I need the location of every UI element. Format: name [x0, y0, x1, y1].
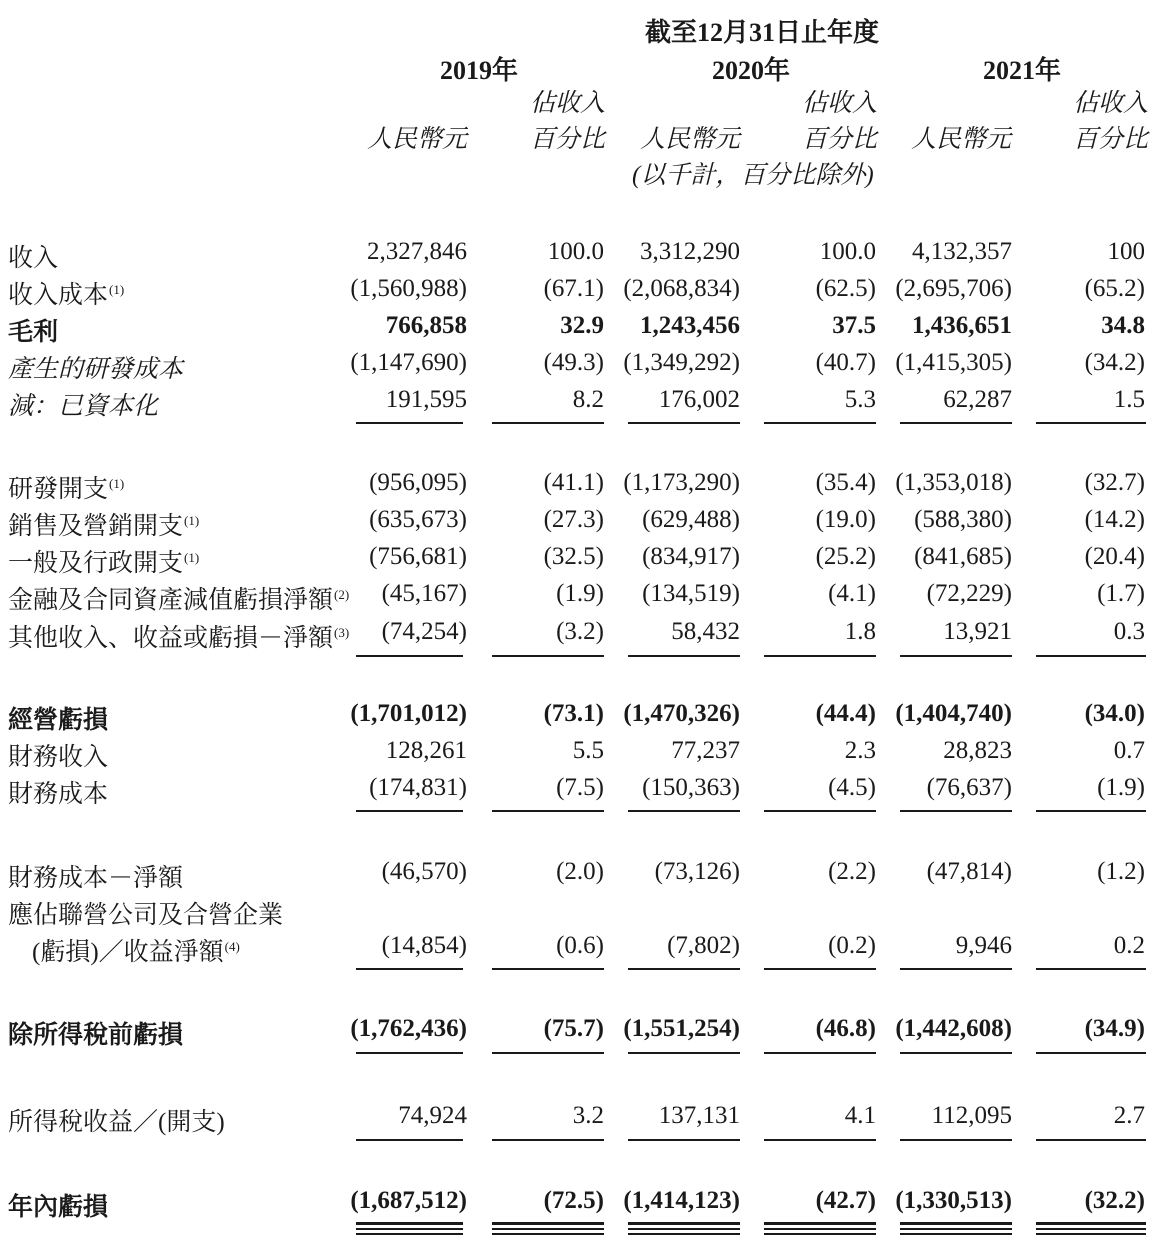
cell-pct-2021: (65.2)	[1084, 275, 1145, 302]
rmb-label-2020: 人民幣元	[640, 126, 741, 153]
cell-pct-2020: (40.7)	[815, 349, 876, 376]
cell-pct-2021: (1.2)	[1097, 858, 1145, 885]
underline	[1036, 810, 1146, 812]
cell-pct-2019: 3.2	[572, 1102, 604, 1129]
row-label	[8, 349, 183, 385]
cell-pct-2019: (75.7)	[543, 1015, 604, 1042]
row-label-text: 減：已資本化	[8, 393, 159, 420]
double-underline	[492, 1233, 604, 1235]
underline	[356, 968, 463, 970]
cell-rmb-2020: (73,126)	[654, 858, 740, 885]
cell-rmb-2019: 74,924	[398, 1102, 467, 1129]
underline	[628, 655, 740, 657]
cell-rmb-2020: (1,173,290)	[623, 469, 740, 496]
cell-pct-2019: 5.5	[572, 737, 604, 764]
cell-pct-2019: (41.1)	[543, 469, 604, 496]
cell-pct-2020: (2.2)	[828, 858, 876, 885]
cell-rmb-2021: 13,921	[943, 618, 1012, 645]
cell-pct-2021: 34.8	[1101, 312, 1145, 339]
pct-label-2019-line1: 佔收入	[530, 90, 606, 117]
cell-rmb-2019: (1,687,512)	[350, 1187, 467, 1214]
cell-rmb-2019: 766,858	[385, 312, 467, 339]
double-underline	[764, 1228, 876, 1230]
cell-pct-2019: (73.1)	[543, 700, 604, 727]
double-underline	[900, 1222, 1012, 1225]
cell-rmb-2021: (1,442,608)	[895, 1015, 1012, 1042]
cell-rmb-2020: 1,243,456	[640, 312, 740, 339]
cell-pct-2021: (14.2)	[1084, 506, 1145, 533]
underline	[764, 810, 876, 812]
cell-rmb-2019: (46,570)	[381, 858, 467, 885]
pct-label-2020-line1: 佔收入	[802, 90, 878, 117]
cell-pct-2021: 0.3	[1113, 618, 1145, 645]
row-label-text: 所得稅收益／(開支)	[8, 1109, 225, 1136]
cell-rmb-2019: 191,595	[385, 386, 467, 413]
cell-rmb-2020: (629,488)	[642, 506, 740, 533]
cell-pct-2021: (34.9)	[1084, 1015, 1145, 1042]
cell-pct-2020: (4.1)	[828, 580, 876, 607]
cell-rmb-2021: (76,637)	[926, 774, 1012, 801]
cell-pct-2021: 0.7	[1113, 737, 1145, 764]
cell-rmb-2020: (7,802)	[667, 932, 740, 959]
cell-pct-2019: (32.5)	[543, 543, 604, 570]
row-label-text: 銷售及營銷開支	[8, 513, 184, 540]
cell-pct-2021: (34.0)	[1084, 700, 1145, 727]
underline	[356, 1052, 463, 1054]
cell-pct-2019: 8.2	[572, 386, 604, 413]
cell-pct-2019: 100.0	[547, 238, 604, 265]
footnote-ref: (1)	[109, 476, 125, 491]
cell-rmb-2021: (1,404,740)	[895, 700, 1012, 727]
cell-rmb-2020: 137,131	[658, 1102, 740, 1129]
unit-note: (以千計，百分比除外)	[632, 162, 874, 189]
cell-pct-2019: (1.9)	[556, 580, 604, 607]
cell-pct-2019: (0.6)	[556, 932, 604, 959]
underline	[492, 422, 604, 424]
row-label	[8, 580, 349, 616]
underline	[764, 655, 876, 657]
year-2021: 2021年	[983, 56, 1062, 85]
row-label-text: 金融及合同資產減值虧損淨額	[8, 587, 334, 614]
rmb-label-2021: 人民幣元	[911, 126, 1012, 153]
cell-rmb-2021: (72,229)	[926, 580, 1012, 607]
double-underline	[356, 1222, 463, 1225]
cell-rmb-2019: (1,560,988)	[350, 275, 467, 302]
cell-pct-2021: (20.4)	[1084, 543, 1145, 570]
underline	[1036, 1052, 1146, 1054]
underline	[356, 810, 463, 812]
row-label-text: 年內虧損	[8, 1194, 109, 1221]
cell-rmb-2020: (150,363)	[642, 774, 740, 801]
row-label-text: (虧損)／收益淨額	[32, 939, 224, 966]
cell-rmb-2019: 2,327,846	[367, 238, 467, 265]
cell-rmb-2019: (756,681)	[369, 543, 467, 570]
row-label	[8, 774, 108, 810]
underline	[628, 1139, 740, 1141]
cell-rmb-2021: (1,353,018)	[895, 469, 1012, 496]
cell-pct-2021: 100	[1107, 238, 1145, 265]
pct-label-2019-line2: 百分比	[530, 126, 606, 153]
pct-label-2021-line1: 佔收入	[1073, 90, 1149, 117]
underline	[764, 422, 876, 424]
double-underline	[1036, 1222, 1146, 1225]
cell-pct-2019: (3.2)	[556, 618, 604, 645]
underline	[628, 810, 740, 812]
cell-rmb-2019: (956,095)	[369, 469, 467, 496]
row-label-text: 其他收入、收益或虧損－淨額	[8, 625, 334, 652]
underline	[900, 422, 1012, 424]
row-label	[8, 543, 199, 579]
cell-pct-2020: 1.8	[844, 618, 876, 645]
underline	[1036, 422, 1146, 424]
double-underline	[1036, 1233, 1146, 1235]
row-label-text: 財務收入	[8, 744, 109, 771]
underline	[1036, 1139, 1146, 1141]
double-underline	[628, 1222, 740, 1225]
row-label	[8, 386, 158, 422]
cell-pct-2020: (35.4)	[815, 469, 876, 496]
cell-pct-2019: (7.5)	[556, 774, 604, 801]
row-label	[8, 238, 58, 274]
row-label-text: 經營虧損	[8, 707, 109, 734]
row-label	[8, 1187, 108, 1223]
underline	[628, 968, 740, 970]
cell-rmb-2021: (841,685)	[914, 543, 1012, 570]
row-label-text: 應佔聯營公司及合營企業	[8, 902, 284, 929]
cell-pct-2021: (32.7)	[1084, 469, 1145, 496]
underline	[356, 1139, 463, 1141]
footnote-ref: (2)	[334, 587, 350, 602]
cell-rmb-2021: (47,814)	[926, 858, 1012, 885]
double-underline	[900, 1228, 1012, 1230]
period-heading: 截至12月31日止年度	[645, 18, 880, 47]
cell-rmb-2019: (1,147,690)	[350, 349, 467, 376]
cell-rmb-2020: (1,414,123)	[623, 1187, 740, 1214]
row-label-text: 毛利	[8, 319, 59, 346]
cell-pct-2020: (46.8)	[815, 1015, 876, 1042]
underline	[628, 1052, 740, 1054]
row-label	[8, 700, 108, 736]
row-label	[8, 275, 124, 311]
underline	[492, 810, 604, 812]
row-label	[8, 618, 349, 654]
cell-rmb-2021: 62,287	[943, 386, 1012, 413]
cell-pct-2021: 1.5	[1113, 386, 1145, 413]
row-label-text: 產生的研發成本	[8, 356, 184, 383]
cell-pct-2019: (49.3)	[543, 349, 604, 376]
pct-label-2020-line2: 百分比	[802, 126, 878, 153]
cell-rmb-2020: (1,470,326)	[623, 700, 740, 727]
cell-pct-2019: (27.3)	[543, 506, 604, 533]
cell-pct-2021: (34.2)	[1084, 349, 1145, 376]
cell-pct-2020: 2.3	[844, 737, 876, 764]
cell-pct-2021: 0.2	[1113, 932, 1145, 959]
double-underline	[356, 1233, 463, 1235]
cell-rmb-2021: (1,415,305)	[895, 349, 1012, 376]
double-underline	[900, 1233, 1012, 1235]
cell-pct-2020: 4.1	[844, 1102, 876, 1129]
double-underline	[764, 1222, 876, 1225]
underline	[900, 1139, 1012, 1141]
double-underline	[628, 1233, 740, 1235]
underline	[492, 1052, 604, 1054]
cell-rmb-2019: (74,254)	[381, 618, 467, 645]
row-label-text: 財務成本	[8, 781, 109, 808]
double-underline	[356, 1228, 463, 1230]
row-label	[8, 895, 283, 931]
cell-rmb-2021: 28,823	[943, 737, 1012, 764]
cell-rmb-2019: (45,167)	[381, 580, 467, 607]
cell-pct-2020: 37.5	[832, 312, 876, 339]
cell-pct-2019: (72.5)	[543, 1187, 604, 1214]
underline	[356, 422, 463, 424]
underline	[492, 1139, 604, 1141]
underline	[1036, 968, 1146, 970]
underline	[900, 810, 1012, 812]
underline	[764, 968, 876, 970]
cell-pct-2020: (62.5)	[815, 275, 876, 302]
underline	[900, 655, 1012, 657]
row-label	[8, 506, 199, 542]
cell-pct-2020: 100.0	[819, 238, 876, 265]
cell-pct-2020: (4.5)	[828, 774, 876, 801]
underline	[628, 422, 740, 424]
cell-rmb-2020: 77,237	[671, 737, 740, 764]
underline	[492, 655, 604, 657]
cell-pct-2021: (1.9)	[1097, 774, 1145, 801]
year-2019: 2019年	[440, 56, 519, 85]
cell-rmb-2020: (834,917)	[642, 543, 740, 570]
pct-label-2021-line2: 百分比	[1073, 126, 1149, 153]
cell-rmb-2020: (134,519)	[642, 580, 740, 607]
underline	[492, 968, 604, 970]
cell-pct-2020: (19.0)	[815, 506, 876, 533]
cell-rmb-2019: (1,762,436)	[350, 1015, 467, 1042]
cell-rmb-2020: (1,551,254)	[623, 1015, 740, 1042]
footnote-ref: (3)	[334, 625, 350, 640]
row-label	[8, 312, 58, 348]
cell-rmb-2021: 1,436,651	[912, 312, 1012, 339]
double-underline	[1036, 1228, 1146, 1230]
cell-rmb-2020: (2,068,834)	[623, 275, 740, 302]
footnote-ref: (1)	[184, 513, 200, 528]
cell-rmb-2019: (635,673)	[369, 506, 467, 533]
row-label-text: 一般及行政開支	[8, 550, 184, 577]
row-label	[32, 932, 240, 968]
row-label	[8, 858, 183, 894]
cell-rmb-2021: 112,095	[931, 1102, 1012, 1129]
underline	[356, 655, 463, 657]
underline	[764, 1139, 876, 1141]
double-underline	[492, 1228, 604, 1230]
cell-rmb-2019: 128,261	[385, 737, 467, 764]
footnote-ref: (1)	[109, 282, 125, 297]
cell-pct-2021: (1.7)	[1097, 580, 1145, 607]
cell-pct-2020: (25.2)	[815, 543, 876, 570]
cell-rmb-2020: 3,312,290	[640, 238, 740, 265]
cell-rmb-2021: (1,330,513)	[895, 1187, 1012, 1214]
underline	[900, 968, 1012, 970]
footnote-ref: (4)	[224, 939, 240, 954]
cell-pct-2019: (2.0)	[556, 858, 604, 885]
cell-pct-2020: (0.2)	[828, 932, 876, 959]
cell-pct-2019: 32.9	[560, 312, 604, 339]
cell-rmb-2019: (174,831)	[369, 774, 467, 801]
underline	[764, 1052, 876, 1054]
footnote-ref: (1)	[184, 550, 200, 565]
double-underline	[492, 1222, 604, 1225]
cell-rmb-2021: 9,946	[955, 932, 1012, 959]
cell-rmb-2020: 176,002	[658, 386, 740, 413]
row-label	[8, 737, 108, 773]
row-label-text: 研發開支	[8, 476, 109, 503]
row-label-text: 收入	[8, 245, 59, 272]
underline	[1036, 655, 1146, 657]
rmb-label-2019: 人民幣元	[367, 126, 468, 153]
cell-pct-2019: (67.1)	[543, 275, 604, 302]
cell-rmb-2021: (588,380)	[914, 506, 1012, 533]
row-label	[8, 1102, 225, 1138]
row-label	[8, 1015, 183, 1051]
double-underline	[764, 1233, 876, 1235]
cell-rmb-2019: (1,701,012)	[350, 700, 467, 727]
double-underline	[628, 1228, 740, 1230]
cell-pct-2020: (42.7)	[815, 1187, 876, 1214]
cell-pct-2021: (32.2)	[1084, 1187, 1145, 1214]
cell-pct-2020: (44.4)	[815, 700, 876, 727]
row-label-text: 收入成本	[8, 282, 109, 309]
cell-rmb-2021: (2,695,706)	[895, 275, 1012, 302]
row-label-text: 財務成本－淨額	[8, 865, 184, 892]
cell-pct-2020: 5.3	[844, 386, 876, 413]
cell-rmb-2020: (1,349,292)	[623, 349, 740, 376]
year-2020: 2020年	[712, 56, 791, 85]
cell-pct-2021: 2.7	[1113, 1102, 1145, 1129]
cell-rmb-2021: 4,132,357	[912, 238, 1012, 265]
underline	[900, 1052, 1012, 1054]
row-label-text: 除所得稅前虧損	[8, 1022, 184, 1049]
row-label	[8, 469, 124, 505]
cell-rmb-2020: 58,432	[671, 618, 740, 645]
cell-rmb-2019: (14,854)	[381, 932, 467, 959]
